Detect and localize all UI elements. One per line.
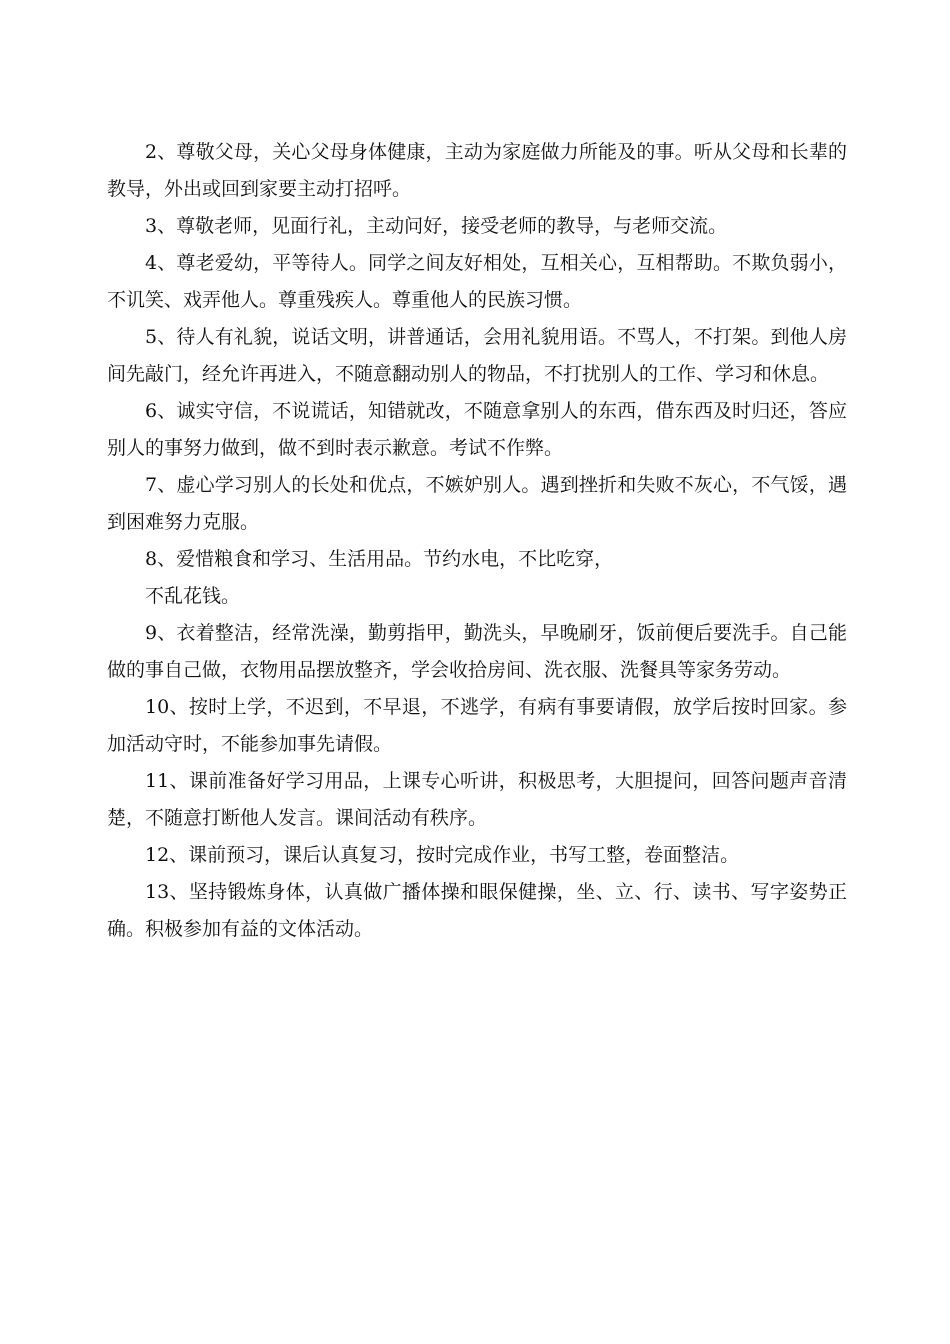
paragraph-13: 13、坚持锻炼身体，认真做广播体操和眼保健操，坐、立、行、读书、写字姿势正确。积极参加有益的文体活动。	[107, 881, 847, 940]
paragraph-11: 11、课前准备好学习用品，上课专心听讲，积极思考，大胆提问，回答问题声音清楚，不随意打断他人发言。课间活动有秩序。	[107, 770, 847, 829]
paragraph-5: 5、待人有礼貌，说话文明，讲普通话，会用礼貌用语。不骂人，不打架。到他人房间先敲门，经允许再进入，不随意翻动别人的物品，不打扰别人的工作、学习和休息。	[107, 326, 847, 385]
paragraph-6: 6、诚实守信，不说谎话，知错就改，不随意拿别人的东西，借东西及时归还，答应别人的事努力做到，做不到时表示歉意。考试不作弊。	[107, 400, 847, 459]
paragraph-4: 4、尊老爱幼，平等待人。同学之间友好相处，互相关心，互相帮助。不欺负弱小，不讥笑、戏弄他人。尊重残疾人。尊重他人的民族习惯。	[107, 252, 847, 311]
paragraph-12: 12、课前预习，课后认真复习，按时完成作业，书写工整，卷面整洁。	[145, 844, 740, 866]
paragraph-8-continued: 不乱花钱。	[145, 585, 241, 607]
paragraph-7: 7、虚心学习别人的长处和优点，不嫉妒别人。遇到挫折和失败不灰心，不气馁，遇到困难努力克服。	[107, 474, 847, 533]
paragraph-8: 8、爱惜粮食和学习、生活用品。节约水电，不比吃穿，	[145, 548, 614, 570]
paragraph-3: 3、尊敬老师，见面行礼，主动问好，接受老师的教导，与老师交流。	[145, 215, 728, 237]
paragraph-10: 10、按时上学，不迟到，不早退，不逃学，有病有事要请假，放学后按时回家。参加活动守时，不能参加事先请假。	[107, 696, 847, 755]
document-body	[107, 134, 847, 948]
paragraph-9: 9、衣着整洁，经常洗澡，勤剪指甲，勤洗头，早晚刷牙，饭前便后要洗手。自己能做的事自己做，衣物用品摆放整齐，学会收拾房间、洗衣服、洗餐具等家务劳动。	[107, 622, 847, 681]
paragraph-2: 2、尊敬父母，关心父母身体健康，主动为家庭做力所能及的事。听从父母和长辈的教导，外出或回到家要主动打招呼。	[107, 141, 847, 200]
